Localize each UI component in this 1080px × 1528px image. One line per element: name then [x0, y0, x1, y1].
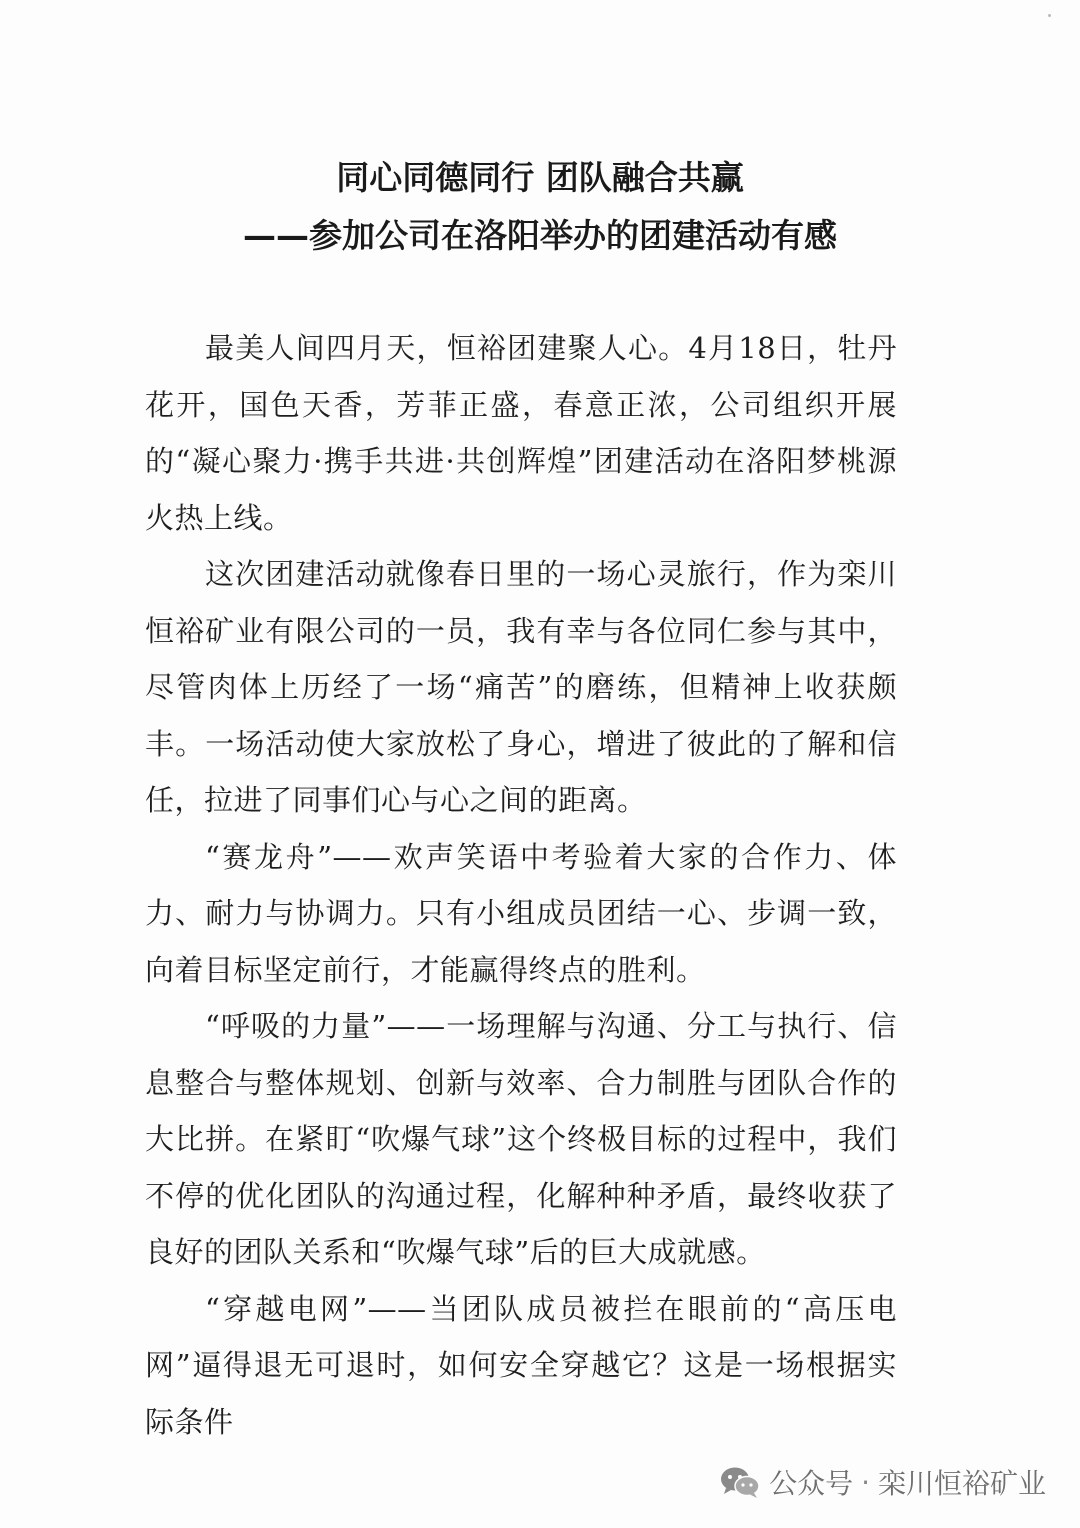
document-body [145, 320, 897, 1450]
paragraph: “呼吸的力量”——一场理解与沟通、分工与执行、信息整合与整体规划、创新与效率、合力制胜与团队合作的大比拼。在紧盯“吹爆气球”这个终极目标的过程中，我们不停的优化团队的沟通过程，化解种种矛盾，最终收获了良好的团队关系和“吹爆气球”后的巨大成就感。 [145, 1009, 897, 1269]
document-subtitle: ——参加公司在洛阳举办的团建活动有感 [243, 216, 837, 255]
watermark-separator: · [861, 1465, 870, 1499]
paragraph: “穿越电网”——当团队成员被拦在眼前的“高压电网”逼得退无可退时，如何安全穿越它？这是一场根据实际条件 [145, 1291, 897, 1439]
watermark-prefix: 公众号 [769, 1467, 854, 1500]
paragraph: “赛龙舟”——欢声笑语中考验着大家的合作力、体力、耐力与协调力。只有小组成员团结一心、步调一致，向着目标坚定前行，才能赢得终点的胜利。 [145, 839, 897, 987]
wechat-icon [719, 1465, 761, 1499]
watermark-account: 栾川恒裕矿业 [877, 1467, 1046, 1500]
paragraph: 这次团建活动就像春日里的一场心灵旅行，作为栾川恒裕矿业有限公司的一员，我有幸与各位同仁参与其中，尽管肉体上历经了一场“痛苦”的磨练，但精神上收获颇丰。一场活动使大家放松了身心，增进了彼此的了解和信任，拉进了同事们心与心之间的距离。 [145, 557, 897, 817]
scan-speck [1048, 14, 1051, 17]
paragraph: 最美人间四月天，恒裕团建聚人心。4月18日，牡丹花开，国色天香，芳菲正盛，春意正浓，公司组织开展的“凝心聚力·携手共进·共创辉煌”团建活动在洛阳梦桃源火热上线。 [145, 331, 897, 535]
watermark [719, 1462, 1046, 1502]
document-title: 同心同德同行 团队融合共赢 [336, 158, 744, 197]
